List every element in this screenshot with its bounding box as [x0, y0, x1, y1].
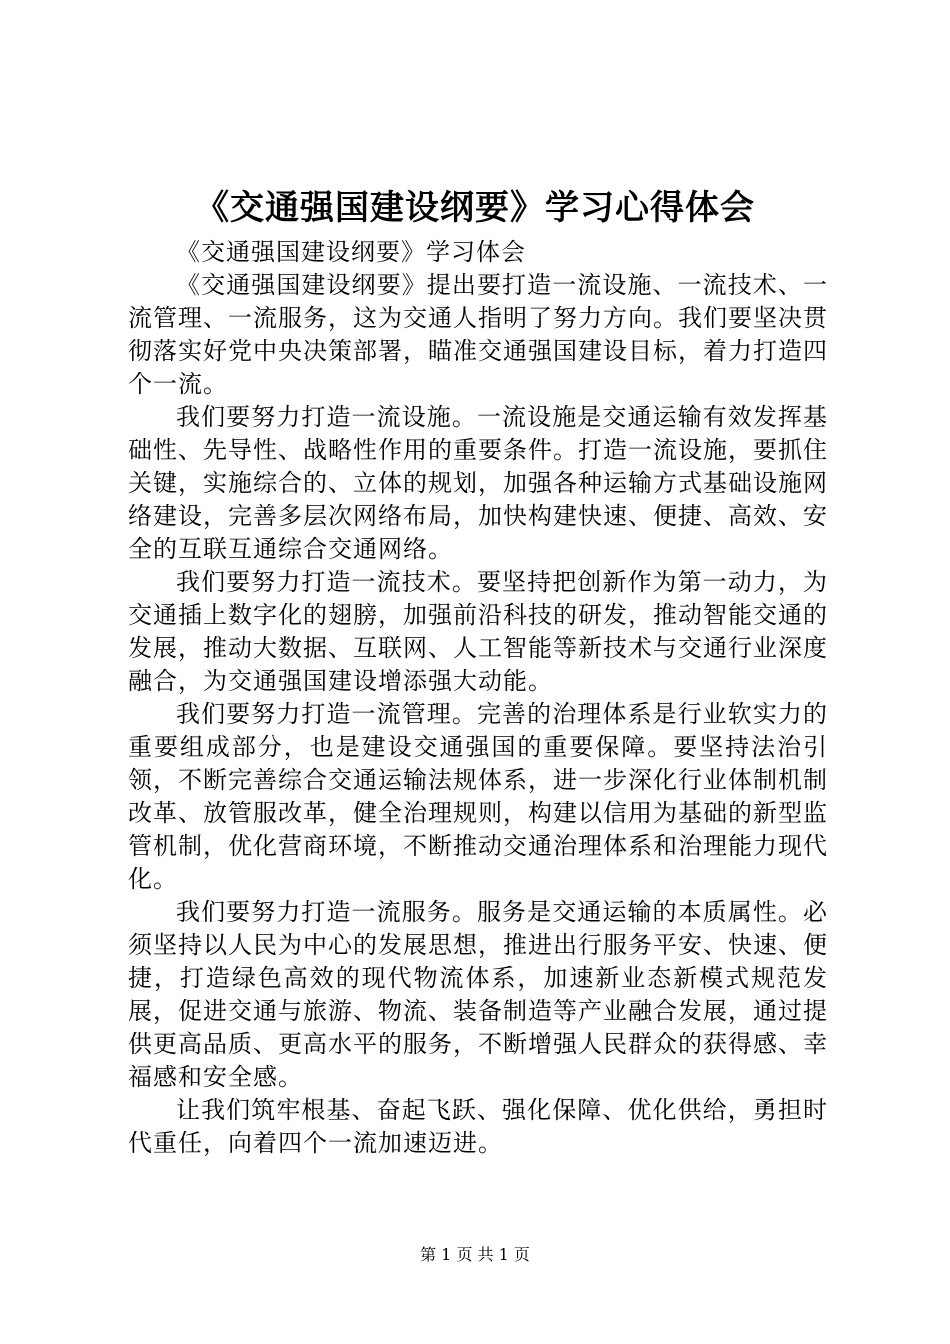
- paragraph-technology: 我们要努力打造一流技术。要坚持把创新作为第一动力，为交通插上数字化的翅膀，加强前沿科技的研发，推动智能交通的发展，推动大数据、互联网、人工智能等新技术与交通行业深度融合，为交通强国建设增添强大动能。: [128, 568, 828, 695]
- document-body: [128, 236, 828, 1160]
- paragraph-intro: 《交通强国建设纲要》提出要打造一流设施、一流技术、一流管理、一流服务，这为交通人指明了努力方向。我们要坚决贯彻落实好党中央决策部署，瞄准交通强国建设目标，着力打造四个一流。: [128, 271, 828, 398]
- paragraph-service: 我们要努力打造一流服务。服务是交通运输的本质属性。必须坚持以人民为中心的发展思想，推进出行服务平安、快速、便捷，打造绿色高效的现代物流体系，加速新业态新模式规范发展，促进交通与旅游、物流、装备制造等产业融合发展，通过提供更高品质、更高水平的服务，不断增强人民群众的获得感、幸福感和安全感。: [128, 898, 828, 1091]
- paragraph-facilities: 我们要努力打造一流设施。一流设施是交通运输有效发挥基础性、先导性、战略性作用的重要条件。打造一流设施，要抓住关键，实施综合的、立体的规划，加强各种运输方式基础设施网络建设，完善多层次网络布局，加快构建快速、便捷、高效、安全的互联互通综合交通网络。: [128, 403, 828, 563]
- document-title: 《交通强国建设纲要》学习心得体会: [195, 188, 755, 228]
- page-number-footer: 第 1 页 共 1 页: [420, 1245, 530, 1264]
- paragraph-conclusion: 让我们筑牢根基、奋起飞跃、强化保障、优化供给，勇担时代重任，向着四个一流加速迈进。: [128, 1096, 828, 1157]
- paragraph-management: 我们要努力打造一流管理。完善的治理体系是行业软实力的重要组成部分，也是建设交通强国的重要保障。要坚持法治引领，不断完善综合交通运输法规体系，进一步深化行业体制机制改革、放管服改革，健全治理规则，构建以信用为基础的新型监管机制，优化营商环境，不断推动交通治理体系和治理能力现代化。: [128, 700, 828, 893]
- paragraph-subtitle: 《交通强国建设纲要》学习体会: [176, 238, 526, 266]
